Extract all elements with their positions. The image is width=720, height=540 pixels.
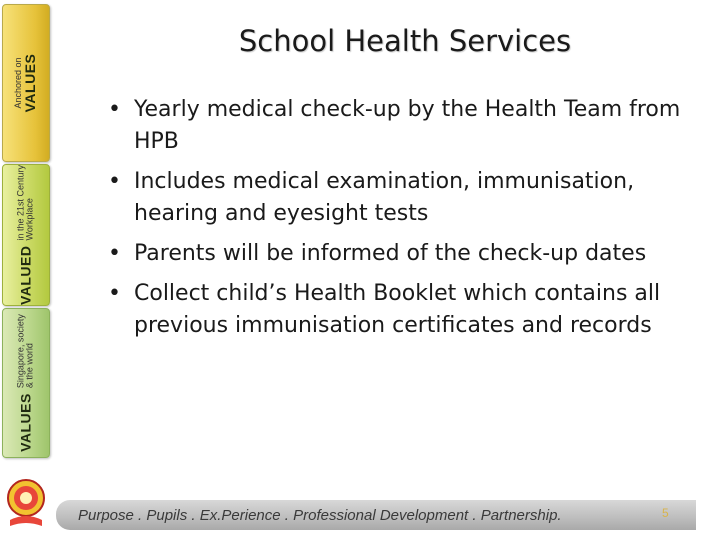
tab-2-small-line-1: in the 21st Century bbox=[15, 164, 26, 241]
tab-1-big-label: VALUES bbox=[22, 53, 39, 113]
tab-3-small-line-1: Singapore, society bbox=[15, 314, 26, 389]
bullet-list bbox=[106, 94, 686, 342]
slide-title: School Health Services bbox=[238, 24, 572, 58]
page-number: 5 bbox=[662, 506, 669, 520]
bullet-item: • Collect child’s Health Booklet which contains all previous immunisation certificates and records bbox=[106, 278, 686, 342]
tab-1-small-label: Anchored on bbox=[12, 57, 23, 109]
bullet-item: • Yearly medical check-up by the Health Team from HPB bbox=[106, 94, 686, 158]
bullet-item: • Parents will be informed of the check-up dates bbox=[106, 238, 686, 270]
slide-content bbox=[106, 94, 686, 350]
school-crest-icon bbox=[6, 476, 46, 530]
anchored-on-values-tab bbox=[2, 4, 50, 162]
slide-footer bbox=[0, 470, 720, 540]
side-navigation-bar bbox=[0, 0, 52, 465]
valued-workplace-tab bbox=[2, 164, 50, 306]
values-society-tab bbox=[2, 308, 50, 458]
tab-2-big-label: VALUED bbox=[17, 245, 34, 306]
tab-3-big-label: VALUES bbox=[17, 393, 34, 452]
bullet-item: • Includes medical examination, immunisation, hearing and eyesight tests bbox=[106, 166, 686, 230]
school-motto: Purpose . Pupils . Ex.Perience . Professional Development . Partnership. bbox=[78, 507, 562, 524]
tab-2-small-line-2: Workplace bbox=[25, 198, 35, 241]
tab-3-small-line-2: & the world bbox=[25, 343, 35, 389]
